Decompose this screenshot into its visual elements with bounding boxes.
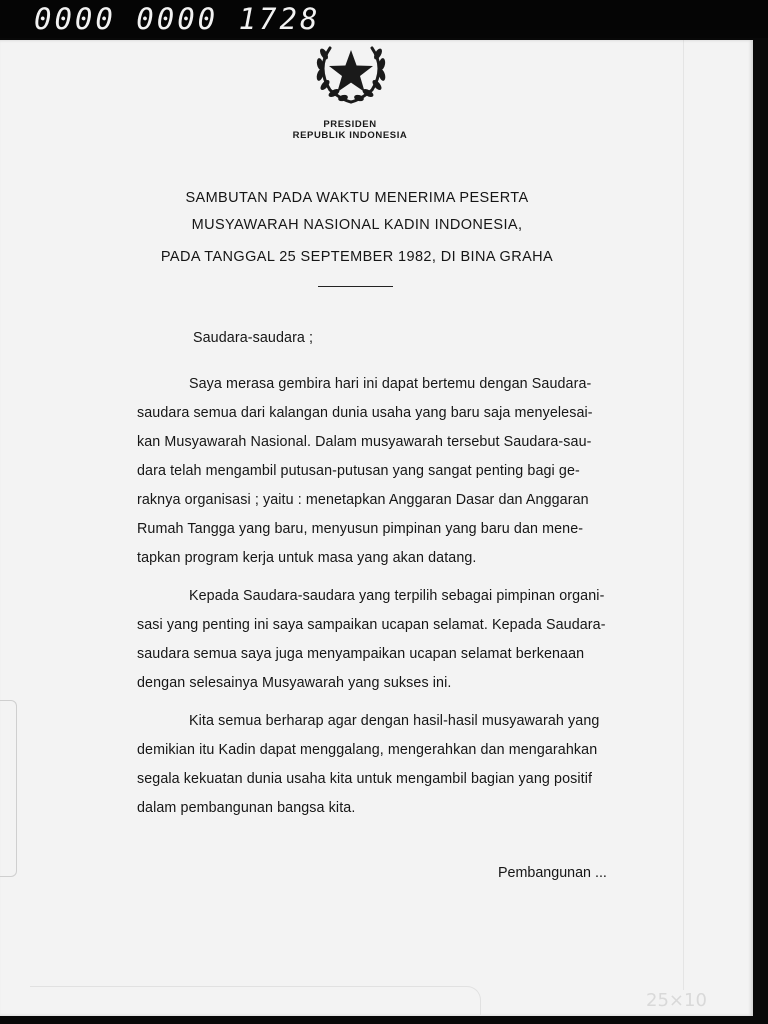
- text-line: sasi yang penting ini saya sampaikan ucapan selamat. Kepada Saudara-: [137, 617, 606, 633]
- document-title-line-3: PADA TANGGAL 25 SEPTEMBER 1982, DI BINA GRAHA: [160, 249, 554, 265]
- page-bottom-mark: [30, 986, 481, 1015]
- text-line: saudara semua dari kalangan dunia usaha yang baru saja menyelesai-: [137, 405, 593, 421]
- text-line: saudara semua saya juga menyampaikan ucapan selamat berkenaan: [137, 646, 585, 662]
- text-line: dengan selesainya Musyawarah yang sukses ini.: [137, 675, 452, 691]
- frame-counter: 0000 0000 1728: [34, 2, 321, 36]
- letterhead-line-2: REPUBLIK INDONESIA: [292, 130, 408, 141]
- document-title-line-2: MUSYAWARAH NASIONAL KADIN INDONESIA,: [191, 217, 523, 233]
- garuda-star-wreath-emblem-icon: [308, 38, 394, 106]
- paragraph: [137, 370, 637, 573]
- text-line: kan Musyawarah Nasional. Dalam musyawarah tersebut Saudara-sau-: [137, 434, 592, 450]
- text-line: Kita semua berharap agar dengan hasil-hasil musyawarah yang: [189, 713, 600, 729]
- paragraph: [137, 707, 637, 823]
- text-line: segala kekuatan dunia usaha kita untuk mengambil bagian yang positif: [137, 771, 593, 787]
- frame-size-mark: 25×10: [646, 990, 707, 1011]
- film-strip-header: [0, 0, 768, 38]
- title-underline: [318, 286, 393, 287]
- text-line: tapkan program kerja untuk masa yang akan datang.: [137, 550, 477, 566]
- document-title-line-1: SAMBUTAN PADA WAKTU MENERIMA PESERTA: [185, 190, 529, 206]
- page-continuation-catchword: Pembangunan ...: [498, 865, 607, 881]
- page-crease: [683, 40, 684, 990]
- binder-tab-mark: [0, 700, 17, 877]
- letterhead-line-1: PRESIDEN: [323, 119, 377, 130]
- text-line: demikian itu Kadin dapat menggalang, mengerahkan dan mengarahkan: [137, 742, 598, 758]
- text-line: dalam pembangunan bangsa kita.: [137, 800, 356, 816]
- text-line: Saya merasa gembira hari ini dapat bertemu dengan Saudara-: [189, 376, 592, 392]
- text-line: dara telah mengambil putusan-putusan yang sangat penting bagi ge-: [137, 463, 580, 479]
- text-line: Kepada Saudara-saudara yang terpilih sebagai pimpinan organi-: [189, 588, 605, 604]
- text-line: raknya organisasi ; yaitu : menetapkan Anggaran Dasar dan Anggaran: [137, 492, 589, 508]
- speech-body: [137, 324, 637, 823]
- salutation: Saudara-saudara ;: [193, 330, 314, 346]
- text-line: Rumah Tangga yang baru, menyusun pimpinan yang baru dan mene-: [137, 521, 584, 537]
- paragraph: [137, 582, 637, 698]
